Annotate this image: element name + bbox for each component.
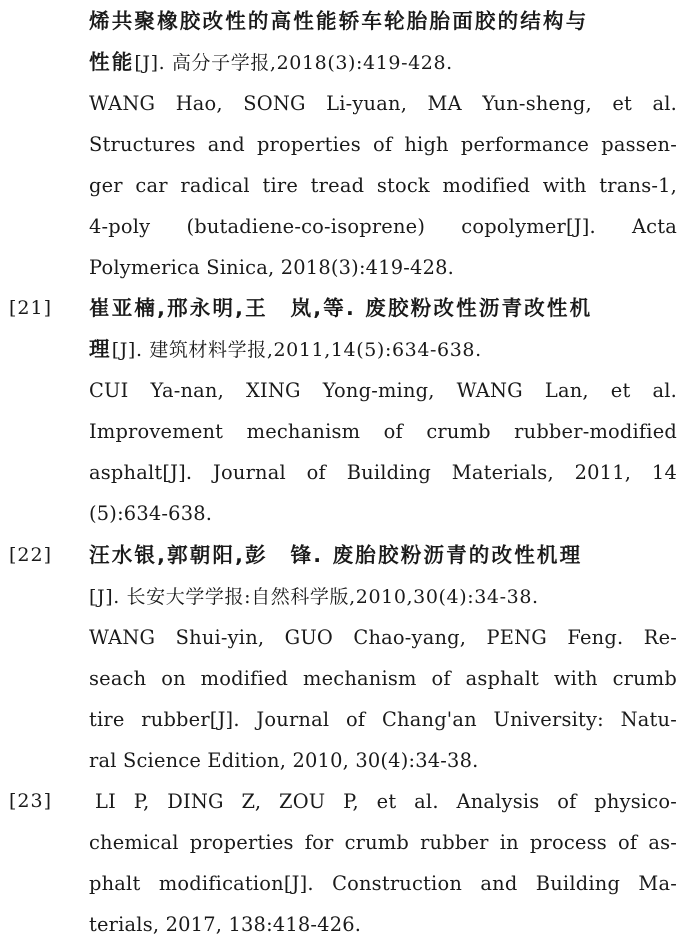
ref-22-line-6: ral Science Edition, 2010, 30(4):34-38. [89,749,479,772]
ref-20-line-3: WANG Hao, SONG Li-yuan, MA Yun-sheng, et al. [89,92,677,115]
ref-22-line-2 [89,576,677,617]
ref-21-line-3: CUI Ya-nan, XING Yong-ming, WANG Lan, et al. [89,379,677,402]
ref-22-tail-2: [J]. 长安大学学报:自然科学版,2010,30(4):34-38. [89,586,539,608]
ref-23-line-4: terials, 2017, 138:418-426. [89,913,362,936]
ref-20-line-5: ger car radical tire tread stock modified with trans-1, [89,174,677,197]
ref-22-line-4: seach on modified mechanism of asphalt with crumb [89,667,677,690]
ref-21-zh-1: 崔亚楠,邢永明,王 岚,等. 废胶粉改性沥青改性机 [89,296,593,320]
ref-22-line-1 [89,535,677,576]
ref-22-line-3: WANG Shui-yin, GUO Chao-yang, PENG Feng. Re- [89,626,677,649]
ref-22-line-5: tire rubber[J]. Journal of Chang'an University: Natu- [89,708,677,731]
ref-21-line-6: (5):634-638. [89,502,213,525]
ref-21-tail-2: [J]. 建筑材料学报,2011,14(5):634-638. [111,339,482,361]
ref-20-tail-2: [J]. 高分子学报,2018(3):419-428. [134,52,453,74]
ref-21-line-5: asphalt[J]. Journal of Building Materials, 2011, 14 [89,461,677,484]
ref-23-line-1: LI P, DING Z, ZOU P, et al. Analysis of physico- [95,790,677,813]
ref-23-line-2: chemical properties for crumb rubber in process of as- [89,831,677,854]
ref-21-line-1 [89,288,677,329]
ref-21-line-4: Improvement mechanism of crumb rubber-modified [89,420,677,443]
ref-20-line-1 [89,1,677,42]
ref-20-zh-2: 性能 [89,50,135,74]
ref-20-line-6: 4-poly (butadiene-co-isoprene) copolymer[J]. Acta [89,215,677,238]
ref-21-number: [21] [9,297,53,319]
ref-21-line-2 [89,329,677,370]
ref-21-zh-2: 理 [89,337,112,361]
ref-23-line-3: phalt modification[J]. Construction and Building Ma- [89,872,677,895]
ref-20-line-4: Structures and properties of high performance passen- [89,133,677,156]
ref-20-line-7: Polymerica Sinica, 2018(3):419-428. [89,256,455,279]
ref-20-line-2 [89,42,677,83]
ref-22-number: [22] [9,544,53,566]
ref-20-zh-1: 烯共聚橡胶改性的高性能轿车轮胎胎面胶的结构与 [89,9,589,33]
ref-22-zh-1: 汪水银,郭朝阳,彭 锋. 废胎胶粉沥青的改性机理 [89,543,583,567]
ref-23-number: [23] [9,790,53,812]
